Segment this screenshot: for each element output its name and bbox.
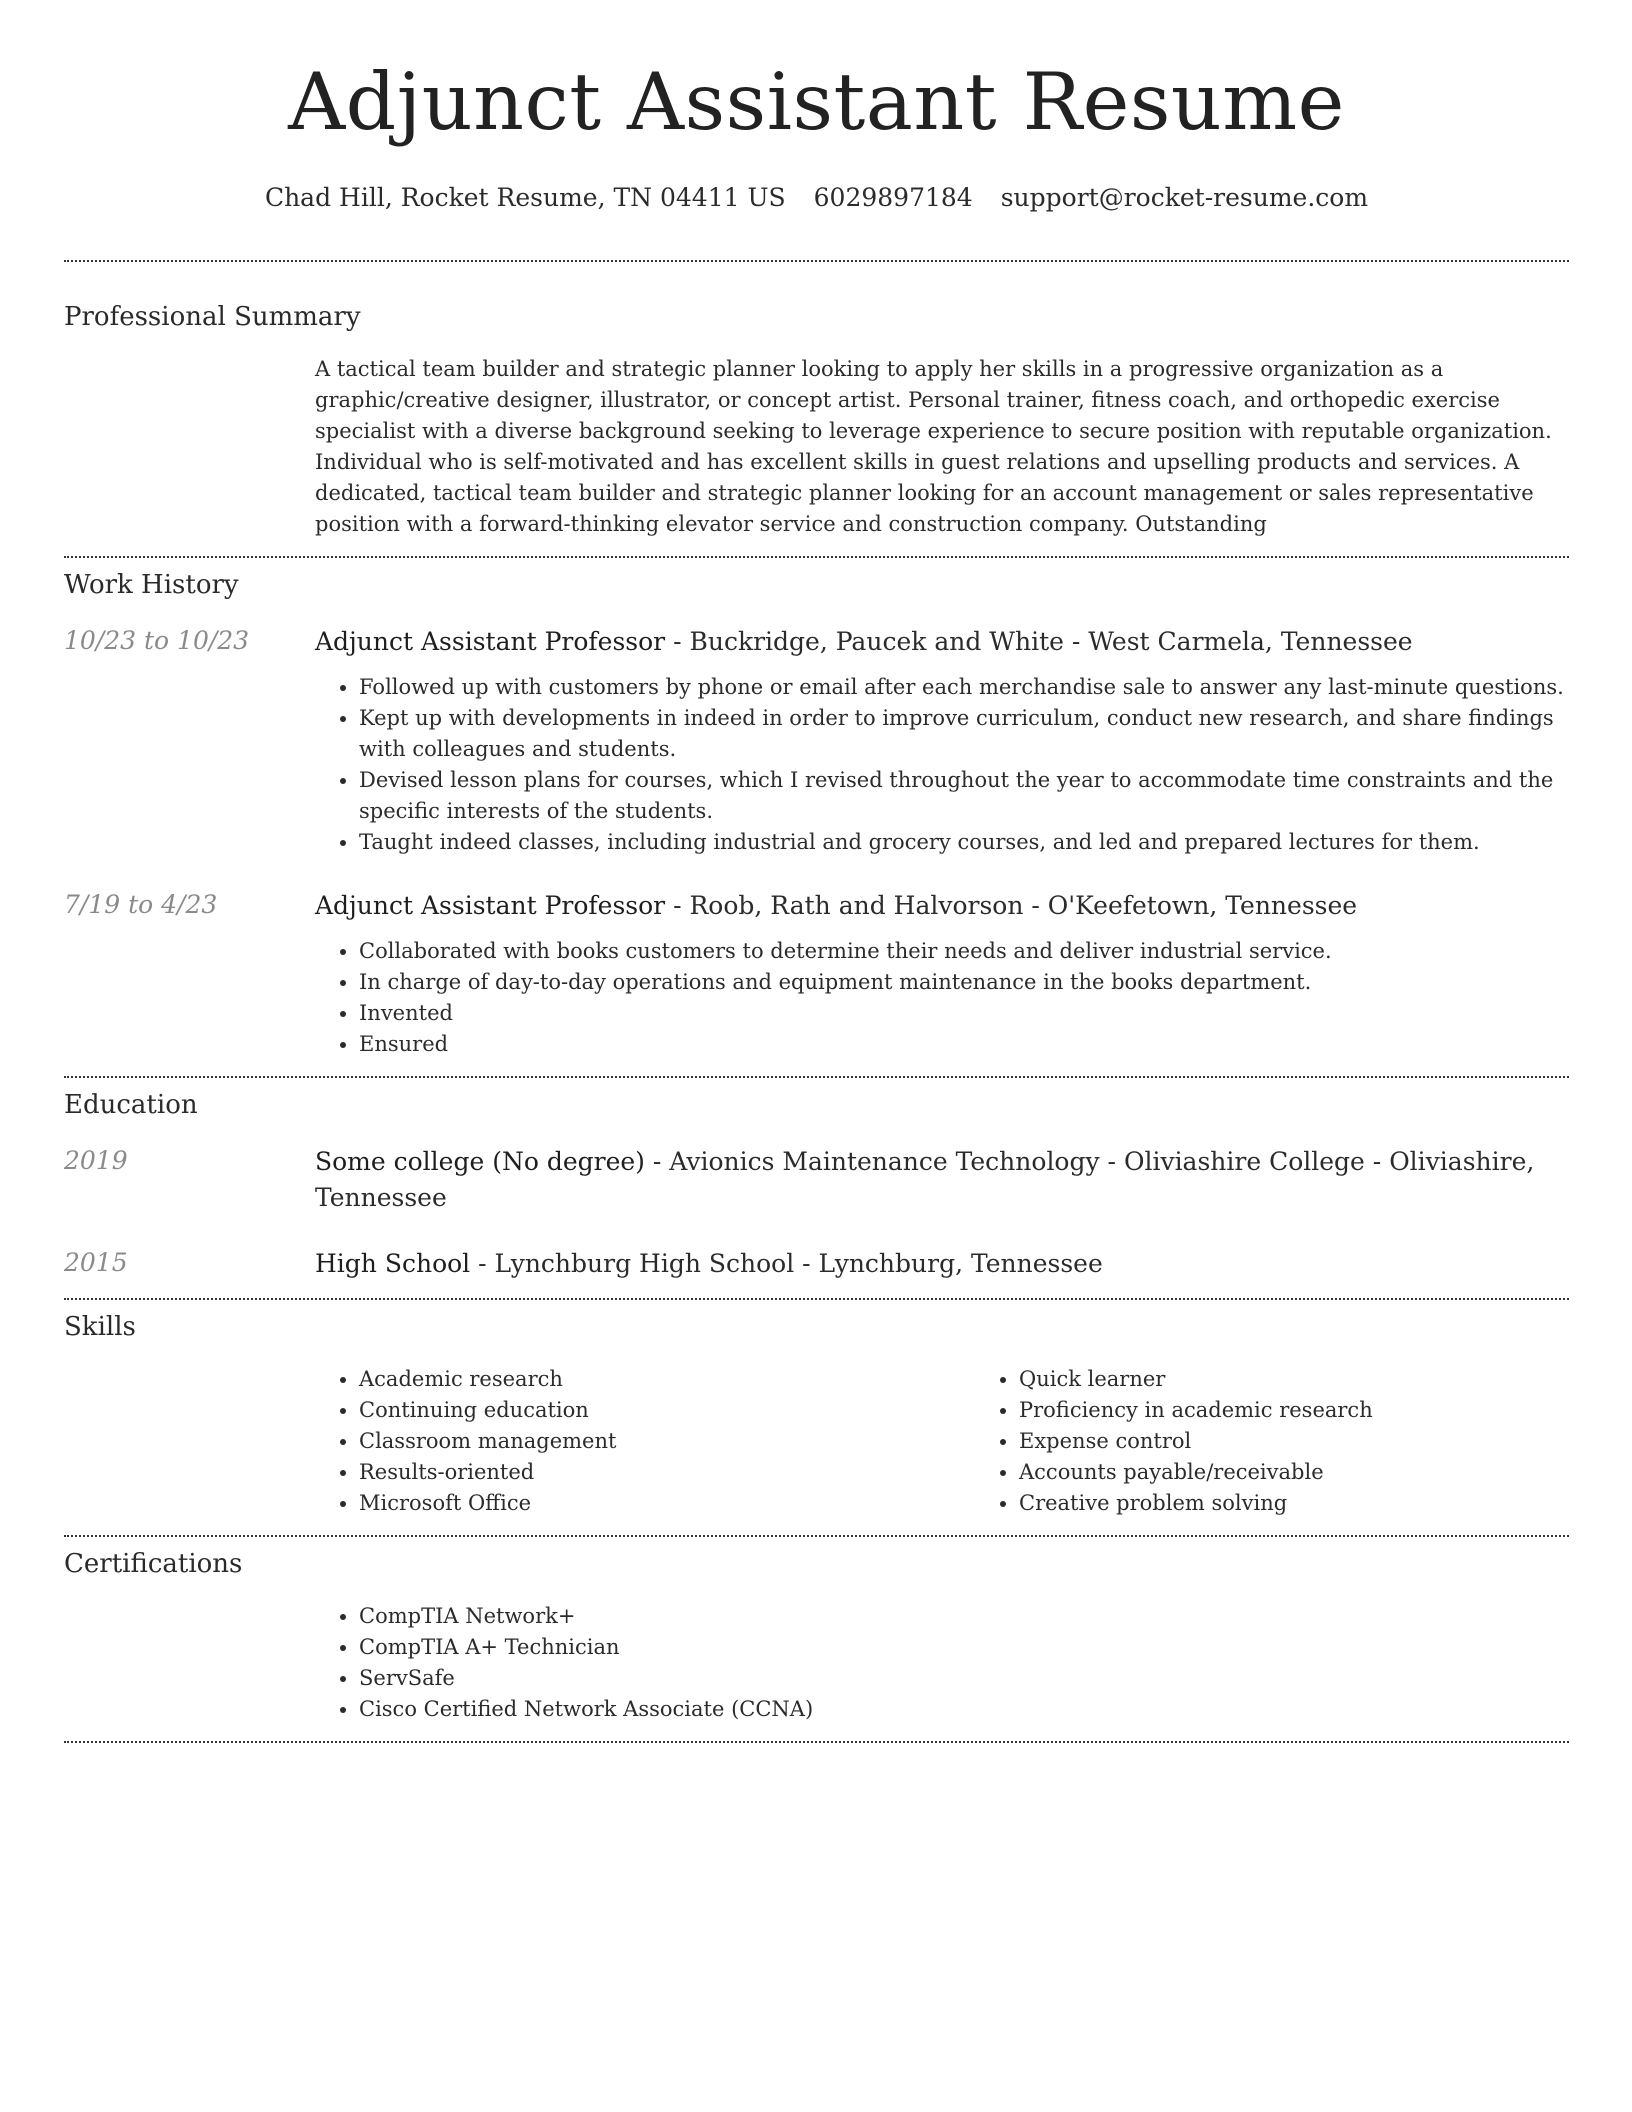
certifications-list	[315, 1601, 1569, 1725]
list-item: • Creative problem solving	[1019, 1488, 1632, 1519]
list-item: • Quick learner	[1019, 1364, 1632, 1395]
education-details: - Avionics Maintenance Technology - Oliviashire College - Oliviashire, Tennessee	[315, 1147, 1535, 1212]
list-item: • ServSafe	[359, 1663, 1569, 1694]
list-item: • Taught indeed classes, including industrial and grocery courses, and led and prepared lectures for them.	[359, 827, 1569, 858]
divider	[64, 1741, 1569, 1743]
job-company: Buckridge, Paucek and White	[689, 627, 1064, 656]
job-heading: Adjunct Assistant Professor - Roob, Rath and Halvorson - O'Keefetown, Tennessee	[315, 891, 1358, 920]
summary-section	[64, 262, 1569, 540]
education-year: 2015	[64, 1248, 128, 1277]
list-item: • In charge of day-to-day operations and equipment maintenance in the books department.	[359, 967, 1569, 998]
job-bullets	[315, 936, 1569, 1060]
education-year: 2019	[64, 1146, 128, 1175]
section-title-summary: Professional Summary	[64, 302, 361, 332]
list-item: • Cisco Certified Network Associate (CCNA)	[359, 1694, 1569, 1725]
list-item: • Collaborated with books customers to determine their needs and deliver industrial service.	[359, 936, 1569, 967]
job-entry	[64, 624, 1569, 858]
skills-section	[64, 1300, 1569, 1519]
education-section	[64, 1078, 1569, 1282]
education-details: - Lynchburg High School - Lynchburg, Tennessee	[470, 1249, 1103, 1278]
summary-text: A tactical team builder and strategic planner looking to apply her skills in a progressive organization as a graphic/creative designer, illustrator, or concept artist. Personal trainer, fitness coach, and orthopedic exercise specialist with a diverse background seeking to leverage experience to secure position with reputable organization. Individual who is self-motivated and has excellent skills in guest relations and upselling products and services. A dedicated, tactical team builder and strategic planner looking for an account management or sales representative position with a forward-thinking elevator service and construction company. Outstanding	[315, 357, 1552, 536]
list-item: • CompTIA A+ Technician	[359, 1632, 1569, 1663]
section-title-certifications: Certifications	[64, 1549, 243, 1579]
contact-address: Chad Hill, Rocket Resume, TN 04411 US	[264, 183, 786, 212]
section-title-education: Education	[64, 1090, 198, 1120]
list-item: • Followed up with customers by phone or email after each merchandise sale to answer any last-minute questions.	[359, 672, 1569, 703]
contact-phone: 6029897184	[813, 183, 973, 212]
education-entry	[64, 1246, 1569, 1282]
page-title: Adjunct Assistant Resume	[288, 56, 1345, 148]
job-dates: 7/19 to 4/23	[64, 890, 218, 919]
skills-list-right	[975, 1364, 1632, 1519]
education-degree: Some college (No degree)	[315, 1147, 645, 1176]
skills-list-left	[315, 1364, 975, 1519]
list-item: • Proficiency in academic research	[1019, 1395, 1632, 1426]
list-item: • Kept up with developments in indeed in order to improve curriculum, conduct new research, and share findings with colleagues and students.	[359, 703, 1569, 765]
list-item: • Devised lesson plans for courses, which I revised throughout the year to accommodate time constraints and the specific interests of the students.	[359, 765, 1569, 827]
list-item: • Expense control	[1019, 1426, 1632, 1457]
contact-line	[64, 182, 1569, 214]
job-title: Adjunct Assistant Professor	[315, 891, 666, 920]
skills-spacer	[64, 1364, 315, 1519]
section-title-skills: Skills	[64, 1312, 136, 1342]
certifications-spacer	[64, 1601, 315, 1725]
education-degree: High School	[315, 1249, 471, 1278]
education-entry	[64, 1144, 1569, 1216]
list-item: • Microsoft Office	[359, 1488, 975, 1519]
section-title-work: Work History	[64, 570, 239, 600]
job-dates: 10/23 to 10/23	[64, 626, 250, 655]
job-title: Adjunct Assistant Professor	[315, 627, 666, 656]
list-item: • Classroom management	[359, 1426, 975, 1457]
certifications-section	[64, 1537, 1569, 1725]
job-company: Roob, Rath and Halvorson	[689, 891, 1024, 920]
list-item: • Ensured	[359, 1029, 1569, 1060]
summary-spacer	[64, 354, 315, 540]
contact-email: support@rocket-resume.com	[1000, 183, 1369, 212]
list-item: • CompTIA Network+	[359, 1601, 1569, 1632]
work-section	[64, 558, 1569, 1060]
resume-page	[64, 0, 1569, 1743]
job-location: O'Keefetown, Tennessee	[1047, 891, 1358, 920]
list-item: • Results-oriented	[359, 1457, 975, 1488]
job-entry	[64, 888, 1569, 1060]
job-location: West Carmela, Tennessee	[1088, 627, 1413, 656]
list-item: • Academic research	[359, 1364, 975, 1395]
list-item: • Continuing education	[359, 1395, 975, 1426]
job-heading: Adjunct Assistant Professor - Buckridge, Paucek and White - West Carmela, Tennessee	[315, 627, 1413, 656]
job-bullets	[315, 672, 1569, 858]
list-item: • Accounts payable/receivable	[1019, 1457, 1632, 1488]
list-item: • Invented	[359, 998, 1569, 1029]
